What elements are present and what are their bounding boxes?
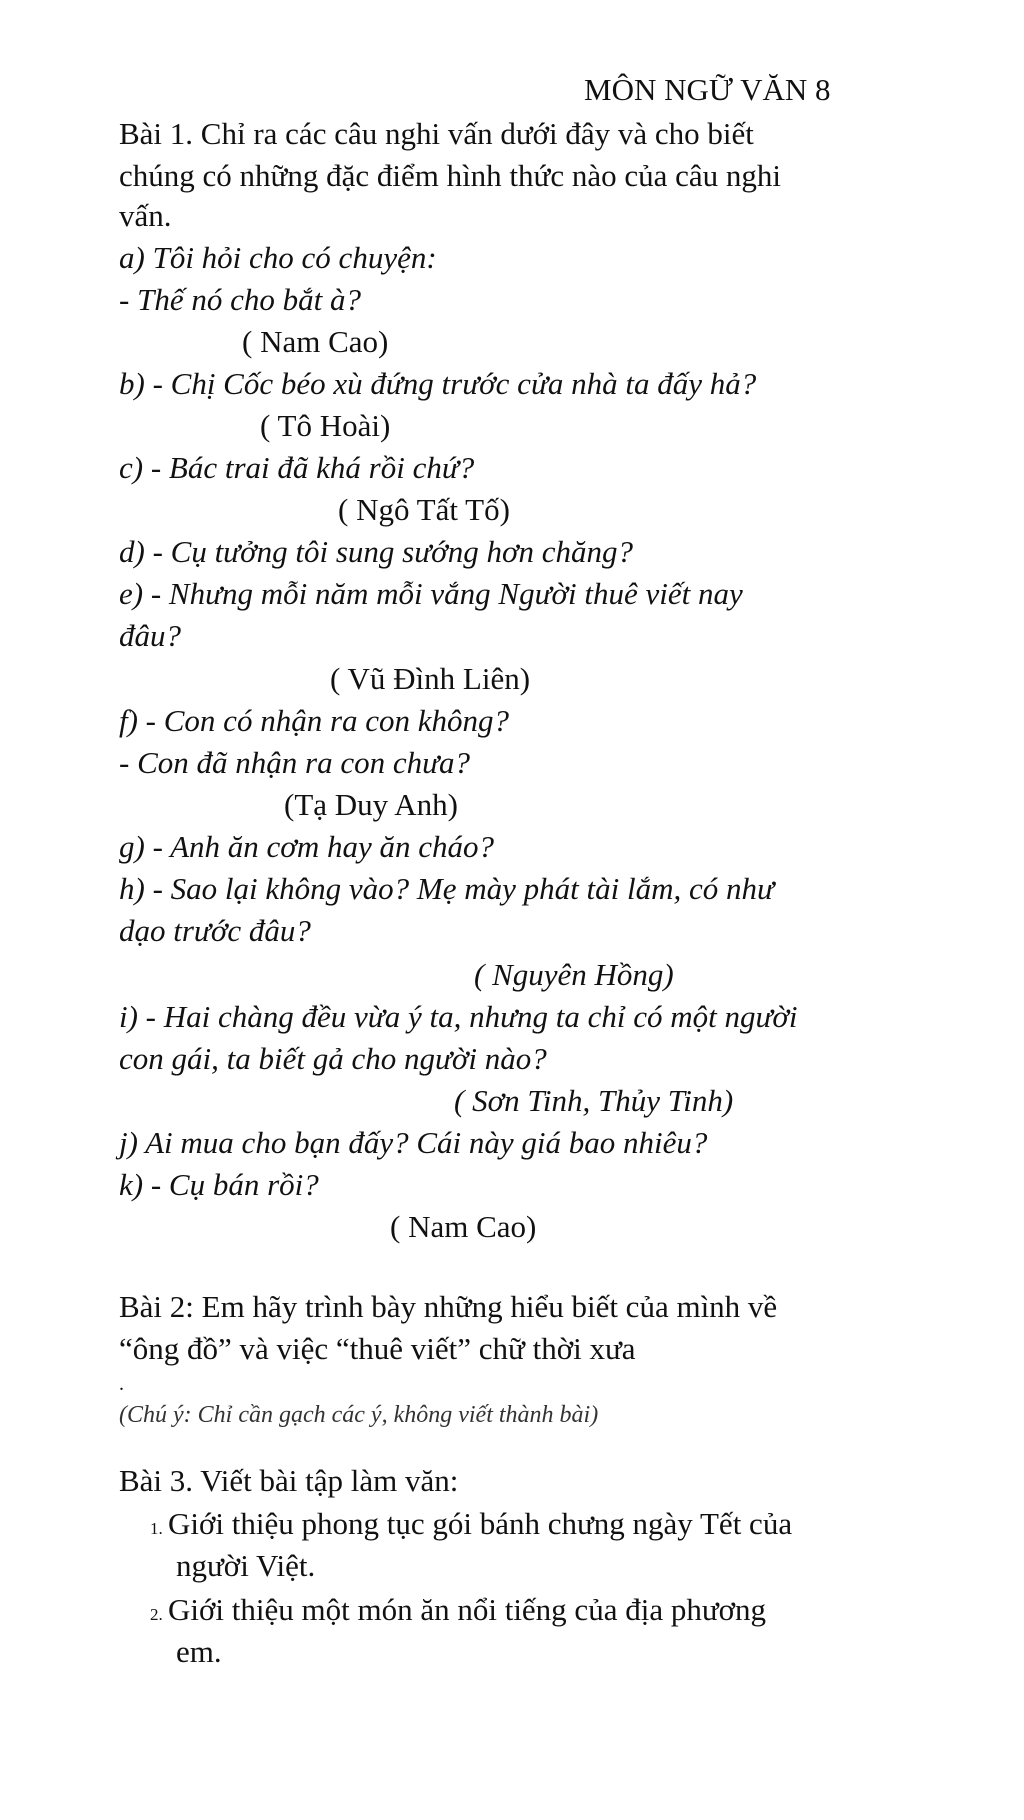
- exercise3-item1-line2: người Việt.: [176, 1548, 316, 1583]
- exercise3-item1-number: 1.: [150, 1519, 163, 1538]
- item-b-source: ( Tô Hoài): [260, 408, 391, 443]
- item-e-source: ( Vũ Đình Liên): [330, 661, 531, 696]
- exercise3-item2-number: 2.: [150, 1605, 163, 1624]
- exercise1-prompt-line1: Bài 1. Chỉ ra các câu nghi vấn dưới đây và cho biết: [119, 116, 754, 151]
- item-c-quote: c) - Bác trai đã khá rồi chứ?: [119, 450, 475, 485]
- item-e-quote-line1: e) - Nhưng mỗi năm mỗi vắng Người thuê viết nay: [119, 576, 743, 611]
- exercise3-item2-line2: em.: [176, 1634, 222, 1669]
- item-i-quote-line1: i) - Hai chàng đều vừa ý ta, nhưng ta chỉ có một người: [119, 999, 798, 1034]
- item-h-quote-line2: dạo trước đâu?: [119, 913, 311, 948]
- item-k-source: ( Nam Cao): [390, 1209, 537, 1244]
- exercise1-prompt-line2: chúng có những đặc điểm hình thức nào của câu nghi: [119, 158, 782, 193]
- item-d-quote: d) - Cụ tưởng tôi sung sướng hơn chăng?: [119, 534, 633, 569]
- item-a-intro: a) Tôi hỏi cho có chuyện:: [119, 240, 437, 275]
- item-f-source: (Tạ Duy Anh): [284, 787, 458, 822]
- item-i-quote-line2: con gái, ta biết gả cho người nào?: [119, 1041, 547, 1076]
- item-c-source: ( Ngô Tất Tố): [338, 492, 510, 527]
- item-b-quote: b) - Chị Cốc béo xù đứng trước cửa nhà ta đấy hả?: [119, 366, 757, 401]
- subject-title: MÔN NGỮ VĂN 8: [584, 72, 831, 107]
- item-g-quote: g) - Anh ăn cơm hay ăn cháo?: [119, 829, 494, 864]
- exercise3-item2-line1: Giới thiệu một món ăn nổi tiếng của địa phương: [168, 1592, 767, 1627]
- exercise2-prompt-line2: “ông đồ” và việc “thuê viết” chữ thời xưa: [119, 1331, 636, 1366]
- exercise2-prompt-line1: Bài 2: Em hãy trình bày những hiểu biết của mình về: [119, 1289, 778, 1324]
- item-a-source: ( Nam Cao): [242, 324, 389, 359]
- item-f-quote2: - Con đã nhận ra con chưa?: [119, 745, 470, 780]
- item-i-source: ( Sơn Tinh, Thủy Tinh): [454, 1083, 734, 1118]
- exercise2-note: (Chú ý: Chỉ cần gạch các ý, không viết thành bài): [119, 1402, 599, 1428]
- item-h-source: ( Nguyên Hồng): [474, 957, 674, 992]
- item-j-quote: j) Ai mua cho bạn đấy? Cái này giá bao nhiêu?: [119, 1125, 708, 1160]
- item-a-quote: - Thế nó cho bắt à?: [119, 282, 361, 317]
- item-h-quote-line1: h) - Sao lại không vào? Mẹ mày phát tài lắm, có như: [119, 871, 774, 906]
- exercise3-item1-line1: Giới thiệu phong tục gói bánh chưng ngày Tết của: [168, 1506, 793, 1541]
- item-f-quote1: f) - Con có nhận ra con không?: [119, 703, 510, 738]
- exercise2-dot: .: [119, 1373, 124, 1395]
- item-k-quote: k) - Cụ bán rồi?: [119, 1167, 319, 1202]
- item-e-quote-line2: đâu?: [119, 618, 181, 653]
- exercise1-prompt-line3: vấn.: [119, 198, 172, 233]
- exercise3-prompt: Bài 3. Viết bài tập làm văn:: [119, 1463, 459, 1498]
